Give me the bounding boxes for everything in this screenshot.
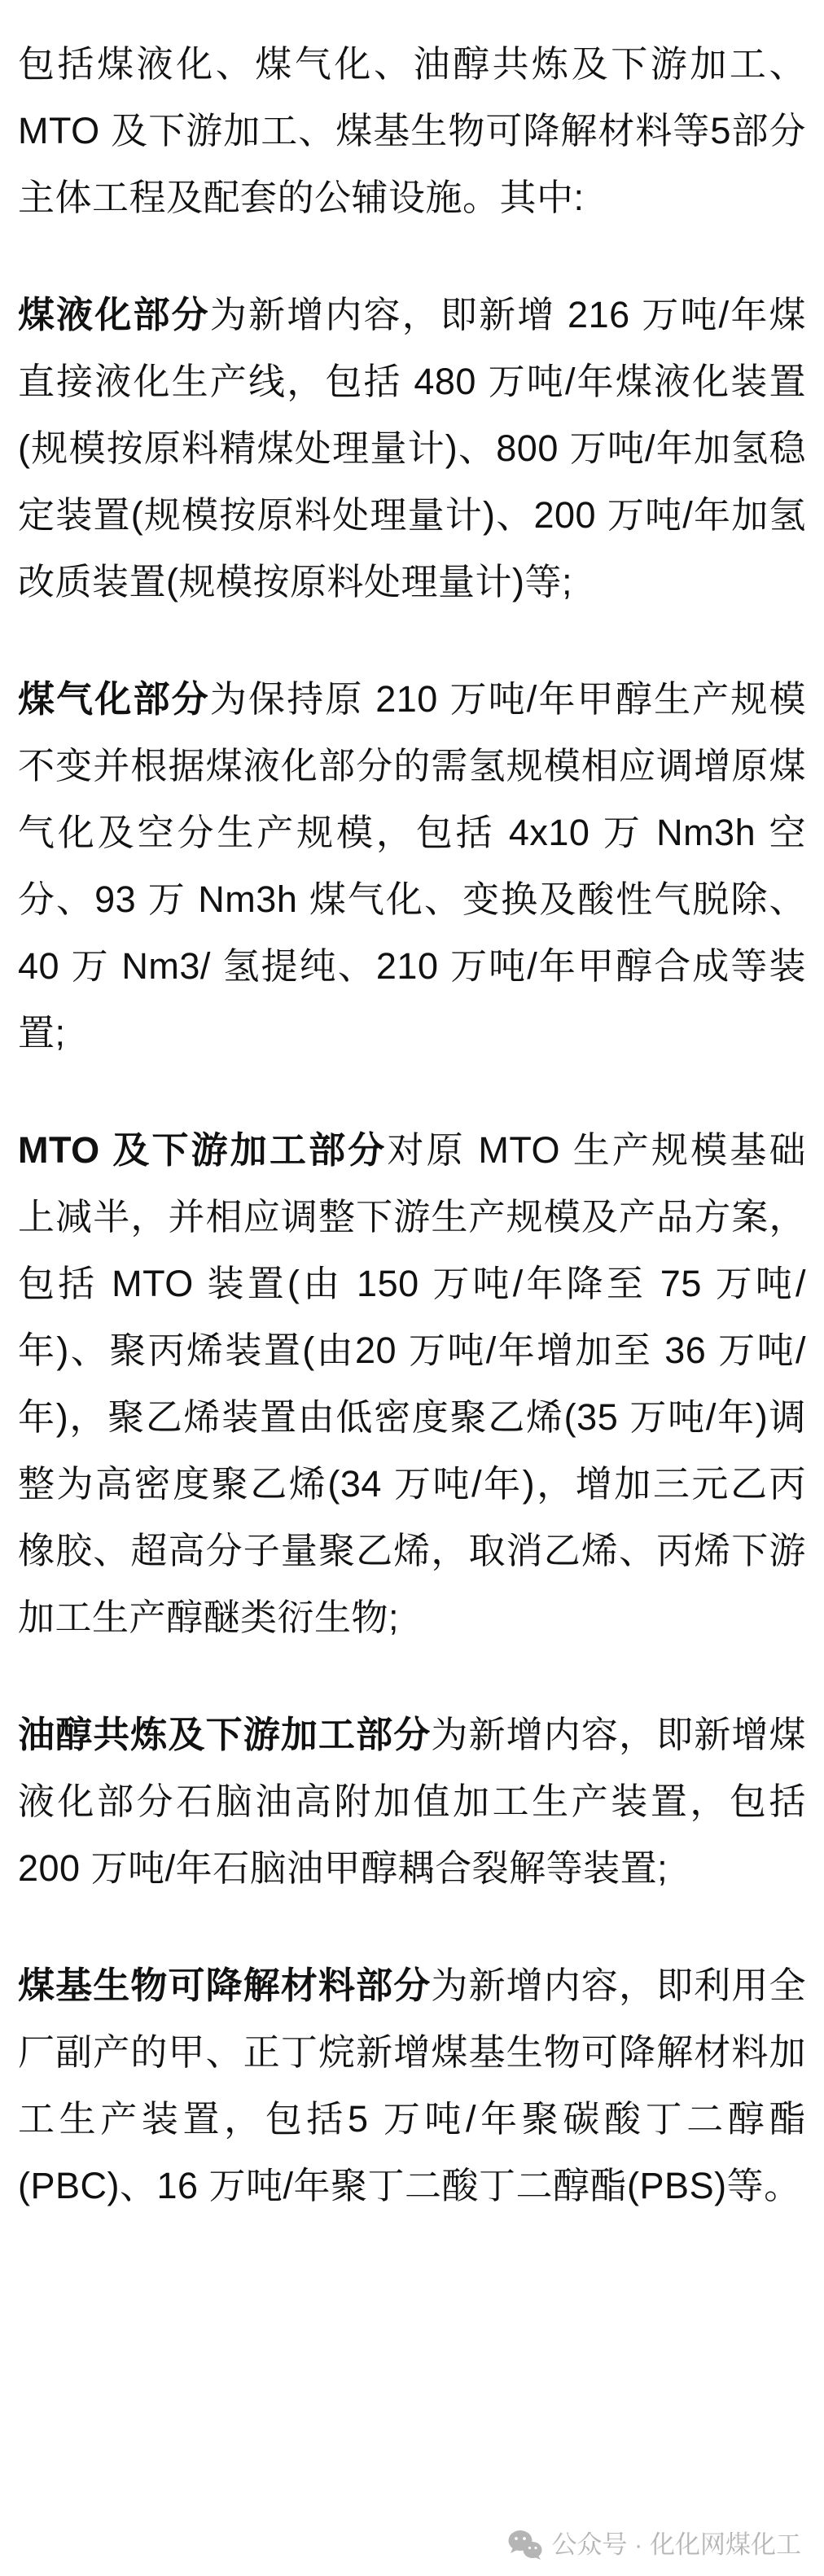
- paragraph-oil-methanol-cofeed: [18, 1702, 806, 1902]
- wechat-icon: [507, 2530, 543, 2561]
- paragraph-text: 为新增内容，即利用全厂副产的甲、正丁烷新增煤基生物可降解材料加工生产装置，包括5 万吨/年聚碳酸丁二醇酯(PBC)、16 万吨/年聚丁二酸丁二醇酯(PBS)等。: [18, 1965, 806, 2206]
- paragraph-text: 为新增内容，即新增煤液化部分石脑油高附加值加工生产装置，包括 200 万吨/年石脑油甲醇耦合裂解等装置;: [18, 1714, 806, 1889]
- section-title-mto-downstream: MTO 及下游加工部分: [18, 1129, 388, 1171]
- paragraph-coal-gasification: [18, 666, 806, 1067]
- paragraph-mto-downstream: [18, 1117, 806, 1651]
- paragraph-text: 对原 MTO 生产规模基础上减半，并相应调整下游生产规模及产品方案，包括 MTO 装置(由 150 万吨/年降至 75 万吨/年)、聚丙烯装置(由20 万吨/年增加至 36 万吨/年)，聚乙烯装置由低密度聚乙烯(35 万吨/年)调整为高密度聚乙烯(34 万吨/年)，增加三元乙丙橡胶、超高分子量聚乙烯，取消乙烯、丙烯下游加工生产醇醚类衍生物;: [18, 1129, 806, 1638]
- watermark-text: 公众号 · 化化网煤化工: [551, 2530, 801, 2559]
- section-title-coal-liquefaction: 煤液化部分: [18, 294, 210, 335]
- paragraph-coal-liquefaction: [18, 282, 806, 616]
- paragraph-text: 包括煤液化、煤气化、油醇共炼及下游加工、MTO 及下游加工、煤基生物可降解材料等5部分主体工程及配套的公辅设施。其中:: [18, 43, 806, 218]
- paragraph-text: 为保持原 210 万吨/年甲醇生产规模不变并根据煤液化部分的需氢规模相应调增原煤气化及空分生产规模，包括 4x10 万 Nm3h 空分、93 万 Nm3h 煤气化、变换及酸性气脱除、40 万 Nm3/ 氢提纯、210 万吨/年甲醇合成等装置;: [18, 678, 806, 1054]
- paragraph-intro: [18, 31, 806, 231]
- section-title-coal-gasification: 煤气化部分: [18, 678, 210, 720]
- section-title-biodegradable-materials: 煤基生物可降解材料部分: [18, 1965, 432, 2006]
- watermark: [507, 2527, 801, 2563]
- paragraph-text: 为新增内容，即新增 216 万吨/年煤直接液化生产线，包括 480 万吨/年煤液化装置(规模按原料精煤处理量计)、800 万吨/年加氢稳定装置(规模按原料处理量计)、200 万吨/年加氢改质装置(规模按原料处理量计)等;: [18, 294, 806, 602]
- paragraph-biodegradable-materials: [18, 1952, 806, 2219]
- section-title-oil-methanol-cofeed: 油醇共炼及下游加工部分: [18, 1714, 432, 1755]
